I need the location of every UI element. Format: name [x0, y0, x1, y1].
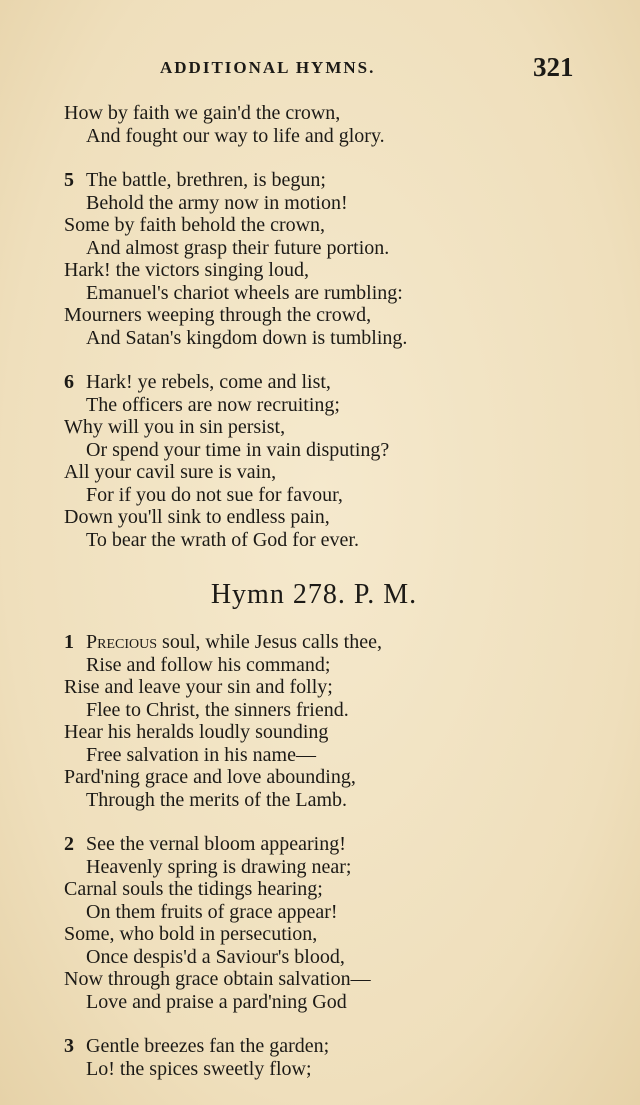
stanza-number: 3 [64, 1035, 74, 1057]
verse-line [64, 169, 624, 192]
verse-line: Rise and follow his command; [86, 653, 331, 676]
stanza-5 [64, 169, 624, 349]
verse-line: Hark! the victors singing loud, [64, 259, 309, 281]
running-title: ADDITIONAL HYMNS. [160, 58, 376, 77]
page-header [0, 52, 640, 86]
verse-line: Heavenly spring is drawing near; [86, 855, 352, 878]
verse-line [64, 371, 624, 394]
hymn-stanza-3 [64, 1035, 624, 1080]
page-number: 321 [533, 52, 574, 82]
verse-line: Flee to Christ, the sinners friend. [86, 698, 349, 721]
verse-line: Down you'll sink to endless pain, [64, 506, 330, 528]
verse-text: See the vernal bloom appearing! [86, 833, 346, 855]
first-word: Precious [86, 631, 158, 653]
verse-text: soul, while Jesus calls thee, [157, 631, 382, 653]
verse-line [64, 631, 624, 654]
verse-line: Free salvation in his name— [86, 743, 316, 766]
verse-line: And fought our way to life and glory. [86, 124, 385, 147]
stanza-number: 2 [64, 833, 74, 855]
verse-text: Gentle breezes fan the garden; [86, 1035, 330, 1057]
verse-line: Or spend your time in vain disputing? [86, 438, 390, 461]
verse-line: To bear the wrath of God for ever. [86, 528, 359, 551]
stanza-number: 1 [64, 631, 74, 653]
hymn-stanza-1 [64, 631, 624, 811]
verse-line: Hear his heralds loudly sounding [64, 721, 329, 743]
verse-line: And Satan's kingdom down is tumbling. [86, 326, 408, 349]
verse-line: Lo! the spices sweetly flow; [86, 1057, 312, 1080]
verse-text: The battle, brethren, is begun; [86, 169, 326, 191]
hymn-stanza-2 [64, 833, 624, 1013]
verse-line: Some, who bold in persecution, [64, 923, 318, 945]
verse-line: Carnal souls the tidings hearing; [64, 878, 323, 900]
verse-line [64, 833, 624, 856]
verse-line: Through the merits of the Lamb. [86, 788, 348, 811]
verse-line: How by faith we gain'd the crown, [64, 102, 341, 124]
verse-line: Some by faith behold the crown, [64, 214, 326, 236]
hymn-text [64, 102, 624, 1080]
verse-text: Hark! ye rebels, come and list, [86, 371, 331, 393]
verse-line: The officers are now recruiting; [86, 393, 340, 416]
verse-line: Once despis'd a Saviour's blood, [86, 945, 345, 968]
verse-line: For if you do not sue for favour, [86, 483, 343, 506]
verse-line [64, 1035, 624, 1058]
verse-line: Emanuel's chariot wheels are rumbling: [86, 281, 403, 304]
stanza-number: 5 [64, 169, 74, 191]
hymn-heading: Hymn 278. P. M. [210, 579, 418, 610]
verse-line: And almost grasp their future portion. [86, 236, 390, 259]
verse-line: Behold the army now in motion! [86, 191, 348, 214]
verse-line: Pard'ning grace and love abounding, [64, 766, 356, 788]
verse-line: On them fruits of grace appear! [86, 900, 338, 923]
continuation-lines [64, 102, 624, 147]
verse-line: All your cavil sure is vain, [64, 461, 277, 483]
stanza-number: 6 [64, 371, 74, 393]
verse-line: Now through grace obtain salvation— [64, 968, 371, 990]
verse-line: Mourners weeping through the crowd, [64, 304, 372, 326]
verse-line: Love and praise a pard'ning God [86, 990, 347, 1013]
verse-line: Why will you in sin persist, [64, 416, 286, 438]
verse-line: Rise and leave your sin and folly; [64, 676, 333, 698]
stanza-6 [64, 371, 624, 551]
